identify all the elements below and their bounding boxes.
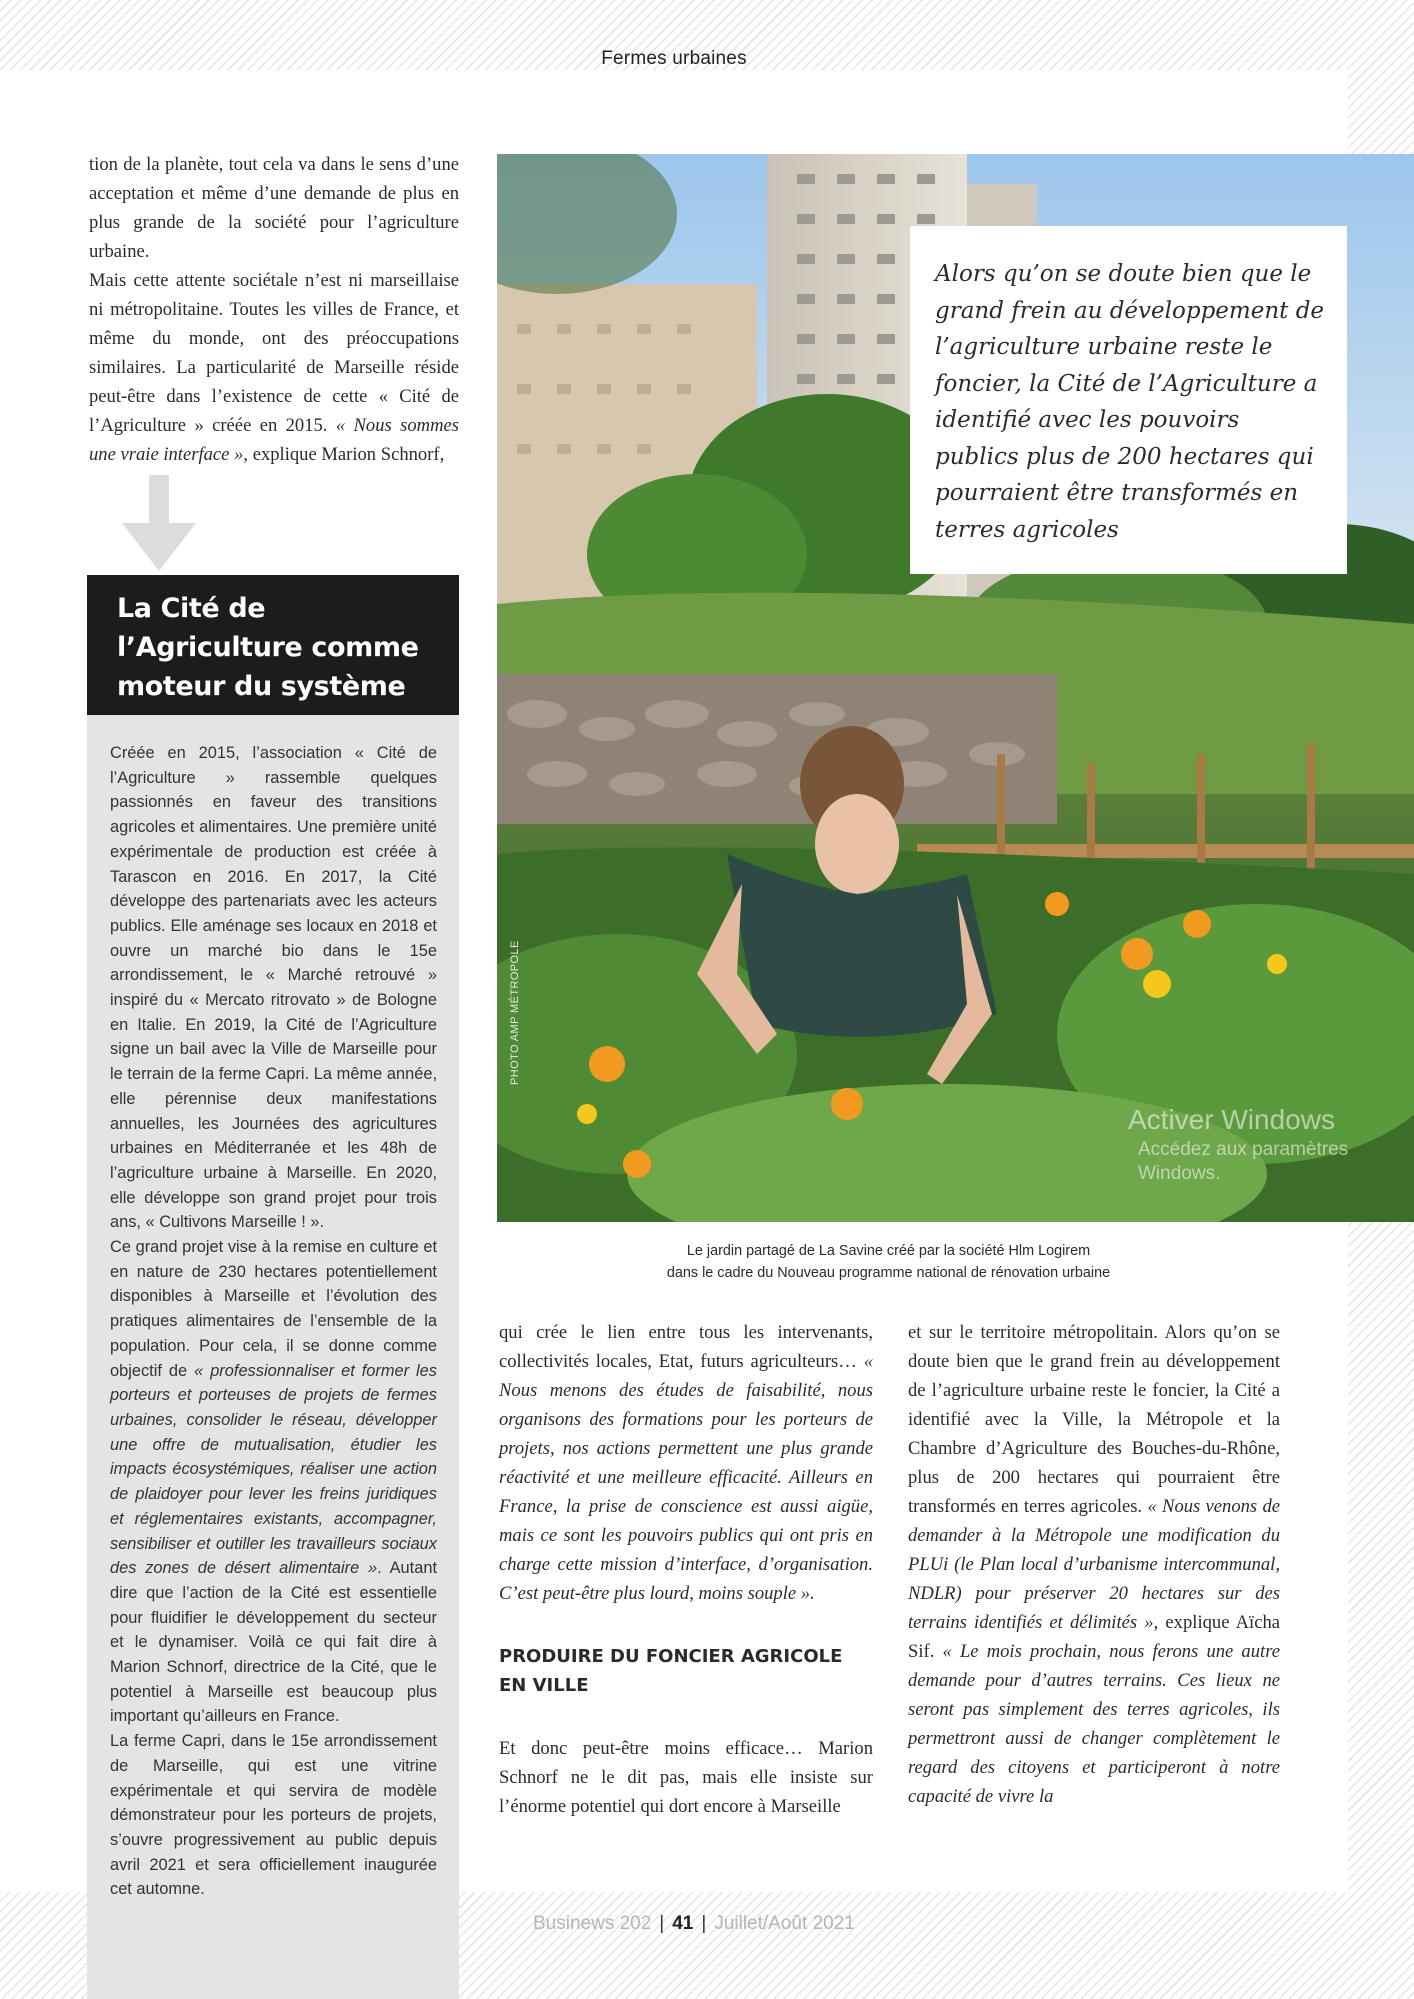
- page-footer: Businews 202 | 41 | Juillet/Août 2021: [533, 1913, 855, 1934]
- sidebar-title: La Cité de l’Agriculture comme moteur du système: [87, 575, 459, 715]
- photo-credit: PHOTO AMP MÉTROPOLE: [509, 940, 521, 1085]
- sidebar-body: [87, 715, 459, 1999]
- section-subheading: PRODUIRE DU FONCIER AGRICOLE EN VILLE: [499, 1646, 843, 1696]
- right-column: [908, 1318, 1280, 1811]
- paragraph: tion de la planète, tout cela va dans le sens d’une acceptation et même d’une demande de plus en plus grande de la société pour l’agriculture urbaine.: [89, 154, 459, 262]
- sidebar-paragraph: La ferme Capri, dans le 15e arrondissement de Marseille, qui est une vitrine expérimentale et qui servira de modèle démonstrateur pour les porteurs de projets, s’ouvre progressivement au public depuis avril 2021 et sera officiellement inaugurée cet automne.: [110, 1732, 437, 1899]
- paragraph: qui crée le lien entre tous les intervenants, collectivités locales, Etat, futurs agriculteurs… « Nous menons des études de faisabilité, nous organisons des formations pour les porteurs de projets, nos actions permettent une plus grande réactivité et une meilleure efficacité. Ailleurs en France, la prise de conscience est aussi aigüe, mais ce sont les pouvoirs publics qui ont pris en charge cette mission d’interface, d’organisation. C’est peut-être plus lourd, moins souple ».: [499, 1322, 873, 1604]
- pull-quote: [910, 226, 1347, 574]
- photo-caption: Le jardin partagé de La Savine créé par la société Hlm Logirem dans le cadre du Nouveau programme national de rénovation urbaine: [666, 1243, 1111, 1281]
- quote: « Nous venons de demander à la Métropole une modification du PLUi (le Plan local d’urbanisme intercommunal, NDLR) pour préserver 20 hectares sur des terrains identifiés et délimités »: [908, 1496, 1280, 1633]
- quote: « Nous sommes une vraie interface »: [89, 415, 460, 465]
- sidebar-paragraph: Ce grand projet vise à la remise en culture et en nature de 230 hectares potentiellement disponibles à Marseille et l’évolution des pratiques alimentaires de l’ensemble de la population. Pour cela, il se donne comme objectif de « professionnaliser et former les porteurs et porteuses de projets de fermes urbaines, consolider le réseau, développer une offre de mutualisation, étudier les impacts écosystémiques, réaliser une action de plaidoyer pour lever les freins juridiques et réglementaires existants, accompagner, sensibiliser et outiller les travailleurs sociaux des zones de désert alimentaire ». Autant dire que l’action de la Cité est essentielle pour fluidifier le développement du secteur et le dynamiser. Voilà ce qui fait dire à Marion Schnorf, directrice de la Cité, que le potentiel à Marseille est beaucoup plus important qu’ailleurs en France.: [110, 1238, 437, 1726]
- paragraph: Mais cette attente sociétale n’est ni marseillaise ni métropolitaine. Toutes les villes de France, et même du monde, ont des préoccupations similaires. La particularité de Marseille réside peut-être dans l’existence de cette « Cité de l’Agriculture » créée en 2015. « Nous sommes une vraie interface », explique Marion Schnorf,: [89, 270, 460, 465]
- left-column-text: [89, 150, 459, 469]
- down-arrow-icon: [122, 475, 196, 571]
- issue-date: Juillet/Août 2021: [714, 1913, 855, 1934]
- paragraph: Et donc peut-être moins efficace… Marion Schnorf ne le dit pas, mais elle insiste sur l’énorme potentiel qui dort encore à Marseille: [499, 1738, 873, 1817]
- quote: « professionnaliser et former les porteurs et porteuses de projets de fermes urbaines, consolider le réseau, développer une offre de mutualisation, étudier les impacts écosystémiques, réaliser une action de plaidoyer pour lever les freins juridiques et réglementaires existants, accompagner, sensibiliser et outiller les travailleurs sociaux des zones de désert alimentaire »: [110, 1361, 437, 1578]
- activation-watermark: Activer Windows Accédez aux paramètres Windows.: [1128, 1104, 1349, 1184]
- page-number: 41: [672, 1913, 694, 1934]
- publication-name: Businews 202: [533, 1913, 652, 1934]
- pull-quote-text: Alors qu’on se doute bien que le grand frein au développement de l’agriculture urbaine reste le foncier, la Cité de l’Agriculture a identifié avec les pouvoirs publics plus de 200 hectares qui pourraient être transformés en terres agricoles: [935, 261, 1325, 543]
- quote: « Le mois prochain, nous ferons une autre demande pour d’autres terrains. Ces lieux ne seront pas simplement des terres agricoles, ils permettront aussi de changer complètement le regard des citoyens et participeront à notre capacité de vivre la: [908, 1641, 1280, 1807]
- middle-column: [499, 1318, 873, 1821]
- paragraph: et sur le territoire métropolitain. Alors qu’on se doute bien que le grand frein au développement de l’agriculture urbaine reste le foncier, la Cité a identifié avec la Ville, la Métropole et la Chambre d’Agriculture des Bouches-du-Rhône, plus de 200 hectares qui pourraient être transformés en terres agricoles. « Nous venons de demander à la Métropole une modification du PLUi (le Plan local d’urbanisme intercommunal, NDLR) pour préserver 20 hectares sur des terrains identifiés et délimités », explique Aïcha Sif. « Le mois prochain, nous ferons une autre demande pour d’autres terrains. Ces lieux ne seront pas simplement des terres agricoles, ils permettront aussi de changer complètement le regard des citoyens et participeront à notre capacité de vivre la: [908, 1322, 1281, 1807]
- sidebar-paragraph: Créée en 2015, l’association « Cité de l’Agriculture » rassemble quelques passionnés en faveur des transitions agricoles et alimentaires. Une première unité expérimentale de production est créée à Tarascon en 2016. En 2017, la Cité développe des partenariats avec les acteurs publics. Elle aménage ses locaux en 2018 et ouvre un marché bio dans le 15e arrondissement, le « Marché retrouvé » inspiré du « Mercato ritrovato » de Bologne en Italie. En 2019, la Cité de l’Agriculture signe un bail avec la Ville de Marseille pour le terrain de la ferme Capri. La même année, elle pérennise deux manifestations annuelles, les Journées des agricultures urbaines en Méditerranée et les 48h de l’agriculture urbaine à Marseille. En 2020, elle développe son grand projet pour trois ans, « Cultivons Marseille ! ».: [110, 744, 437, 1232]
- section-title: Fermes urbaines: [601, 48, 747, 69]
- quote: « Nous menons des études de faisabilité, nous organisons des formations pour les porteurs de projets, nos actions permettent une plus grande réactivité et une meilleure efficacité. Ailleurs en France, la prise de conscience est aussi aigüe, mais ce sont les pouvoirs publics qui ont pris en charge cette mission d’interface, d’organisation. C’est peut-être plus lourd, moins souple ».: [499, 1351, 873, 1604]
